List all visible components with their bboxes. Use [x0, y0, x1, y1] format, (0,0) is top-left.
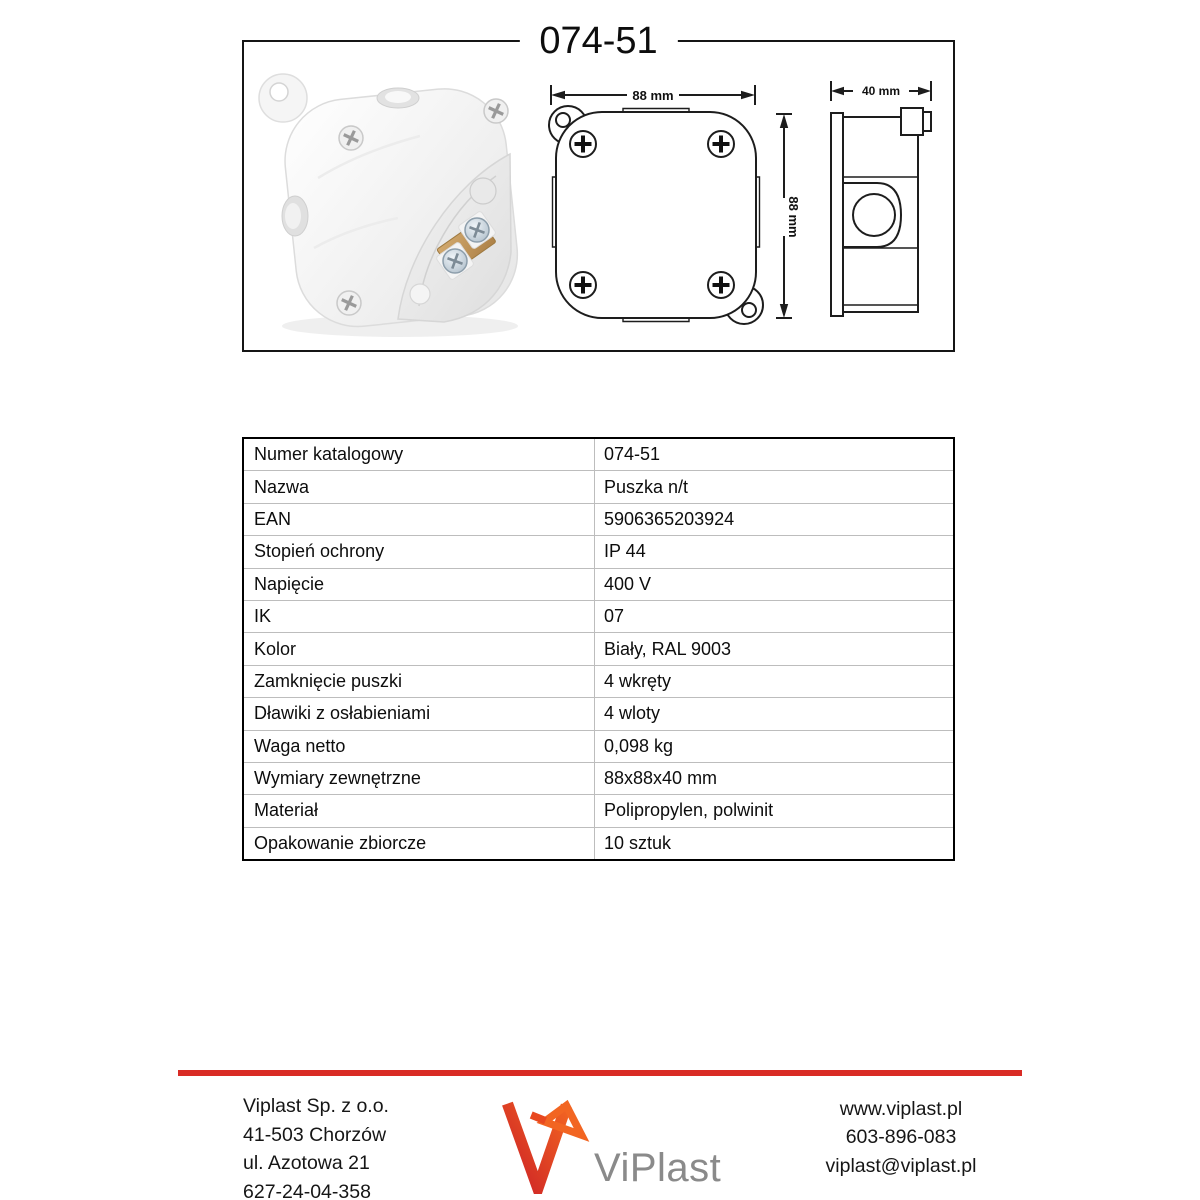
spec-value: Puszka n/t: [595, 471, 955, 503]
spec-value: Polipropylen, polwinit: [595, 795, 955, 827]
spec-table: [242, 437, 955, 861]
company-city: 41-503 Chorzów: [243, 1123, 387, 1146]
spec-value: 88x88x40 mm: [595, 762, 955, 794]
cable-gland-hole: [853, 194, 895, 236]
spec-label: Opakowanie zbiorcze: [243, 827, 595, 860]
product-image-frame: [242, 20, 955, 352]
table-row: [243, 600, 954, 632]
spec-value: 4 wloty: [595, 698, 955, 730]
table-row: [243, 536, 954, 568]
side-depth-label: 40 mm: [861, 84, 901, 98]
spec-value: 5906365203924: [595, 503, 955, 535]
footer-divider: [178, 1070, 1022, 1076]
website: www.viplast.pl: [839, 1098, 963, 1120]
spec-value: Biały, RAL 9003: [595, 633, 955, 665]
table-row: [243, 471, 954, 503]
viplast-logo-text: ViPlast: [594, 1146, 722, 1190]
spec-value: IP 44: [595, 536, 955, 568]
front-view-drawing: [543, 78, 805, 328]
table-row: [243, 568, 954, 600]
spec-label: Kolor: [243, 633, 595, 665]
spec-value: 0,098 kg: [595, 730, 955, 762]
viplast-logo-icon: [497, 1094, 592, 1194]
table-row: [243, 795, 954, 827]
spec-label: IK: [243, 600, 595, 632]
company-name: Viplast Sp. z o.o.: [243, 1095, 389, 1117]
table-row: [243, 503, 954, 535]
table-row: [243, 698, 954, 730]
company-street: ul. Azotowa 21: [243, 1152, 370, 1175]
product-photo: [248, 56, 548, 346]
front-height-label: 88 mm: [786, 196, 801, 238]
footer-contact: [770, 1095, 1032, 1180]
table-row: [243, 827, 954, 860]
footer-address: [243, 1092, 389, 1200]
spec-label: EAN: [243, 503, 595, 535]
spec-value: 10 sztuk: [595, 827, 955, 860]
spec-label: Dławiki z osłabieniami: [243, 698, 595, 730]
table-row: [243, 438, 954, 471]
side-view-drawing: [820, 72, 950, 337]
spec-label: Materiał: [243, 795, 595, 827]
spec-value: 4 wkręty: [595, 665, 955, 697]
spec-label: Waga netto: [243, 730, 595, 762]
table-row: [243, 633, 954, 665]
viplast-logo: [497, 1094, 737, 1196]
spec-label: Numer katalogowy: [243, 438, 595, 471]
front-width-label: 88 mm: [632, 88, 674, 103]
spec-label: Napięcie: [243, 568, 595, 600]
table-row: [243, 665, 954, 697]
spec-value: 07: [595, 600, 955, 632]
spec-label: Zamknięcie puszki: [243, 665, 595, 697]
company-phone: 627-24-04-358: [243, 1180, 371, 1200]
page-title: 074-51: [519, 16, 677, 66]
mounting-ear: [259, 74, 307, 122]
table-row: [243, 762, 954, 794]
spec-value: 400 V: [595, 568, 955, 600]
spec-label: Wymiary zewnętrzne: [243, 762, 595, 794]
spec-label: Stopień ochrony: [243, 536, 595, 568]
email: viplast@viplast.pl: [825, 1154, 977, 1177]
table-row: [243, 730, 954, 762]
spec-label: Nazwa: [243, 471, 595, 503]
contact-phone: 603-896-083: [845, 1126, 957, 1149]
spec-value: 074-51: [604, 444, 661, 465]
